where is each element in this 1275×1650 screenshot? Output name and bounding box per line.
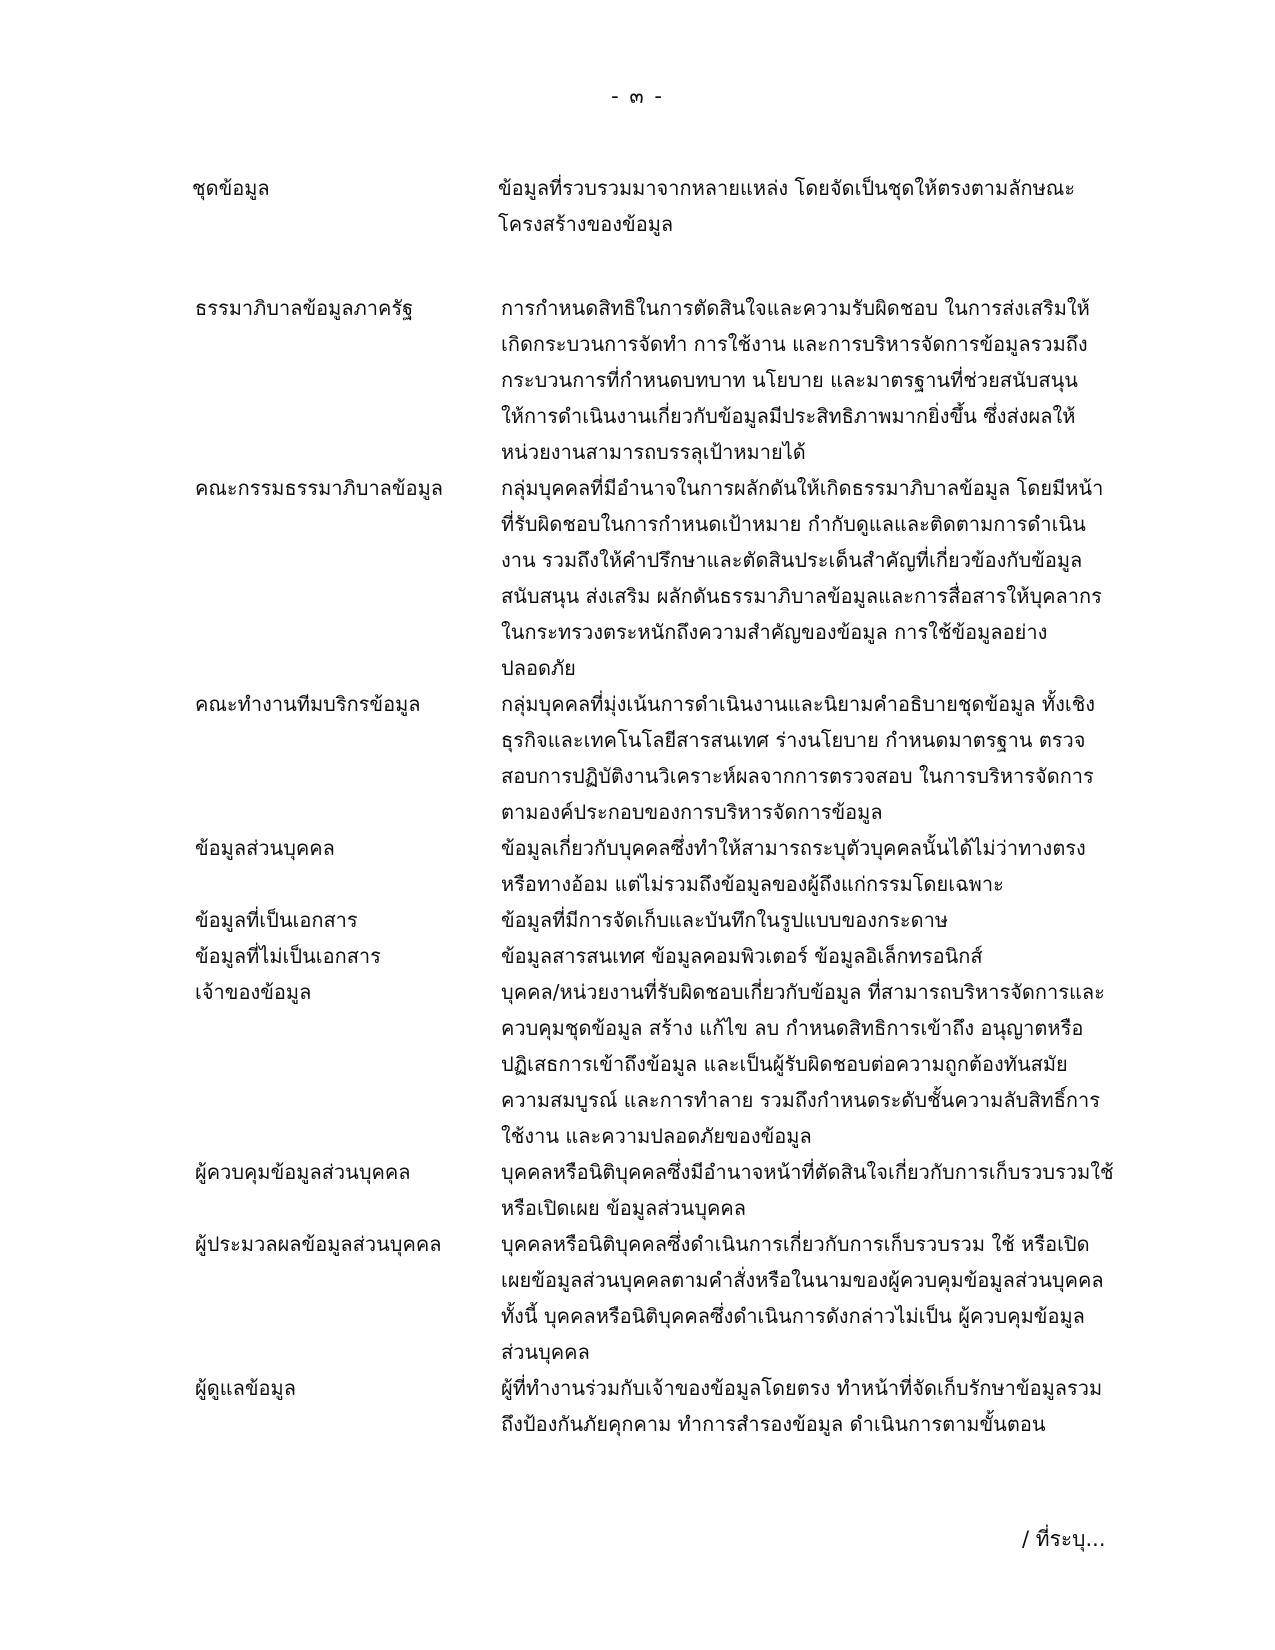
- glossary-term: ผู้ควบคุมข้อมูลส่วนบุคคล: [195, 1160, 411, 1184]
- glossary-term: ข้อมูลส่วนบุคคล: [195, 836, 335, 860]
- glossary-entry: [195, 1154, 1115, 1226]
- glossary-definition: ผู้ที่ทำงานร่วมกับเจ้าของข้อมูลโดยตรง ทำหน้าที่จัดเก็บรักษาข้อมูลรวมถึงป้องกันภัยคุกคาม ทำการสำรองข้อมูล ดำเนินการตามขั้นตอน: [501, 1376, 1103, 1436]
- glossary-entry: [195, 686, 1115, 830]
- footer-continuation: / ที่ระบุ...: [1022, 1527, 1106, 1551]
- glossary-term: คณะกรรมธรรมาภิบาลข้อมูล: [195, 476, 444, 500]
- glossary-definition: กลุ่มบุคคลที่มีอำนาจในการผลักดันให้เกิดธรรมาภิบาลข้อมูล โดยมีหน้าที่รับผิดชอบในการกำหนดเป้าหมาย กำกับดูแลและติดตามการดำเนินงาน รวมถึงให้คำปรึกษาและตัดสินประเด็นสำคัญที่เกี่ยวข้องกับข้อมูล สนับสนุน ส่งเสริม ผลักดันธรรมาภิบาลข้อมูลและการสื่อสารให้บุคลากรในกระทรวงตระหนักถึงความสำคัญของข้อมูล การใช้ข้อมูลอย่างปลอดภัย: [501, 476, 1104, 680]
- glossary-definition: บุคคลหรือนิติบุคคลซึ่งดำเนินการเกี่ยวกับการเก็บรวบรวม ใช้ หรือเปิดเผยข้อมูลส่วนบุคคลตามคำสั่งหรือในนามของผู้ควบคุมข้อมูลส่วนบุคคล ทั้งนี้ บุคคลหรือนิติบุคคลซึ่งดำเนินการดังกล่าวไม่เป็น ผู้ควบคุมข้อมูลส่วนบุคคล: [501, 1232, 1104, 1364]
- glossary-definition: ข้อมูลที่มีการจัดเก็บและบันทึกในรูปแบบของกระดาษ: [501, 908, 949, 932]
- glossary-entry: [195, 902, 1115, 938]
- glossary-entry: [192, 170, 1115, 242]
- glossary-entry: [195, 1226, 1115, 1370]
- glossary-entry: [195, 974, 1115, 1154]
- glossary-term: ผู้ประมวลผลข้อมูลส่วนบุคคล: [195, 1232, 442, 1256]
- glossary-term: ข้อมูลที่เป็นเอกสาร: [195, 908, 358, 932]
- glossary-definition: กลุ่มบุคคลที่มุ่งเน้นการดำเนินงานและนิยามคำอธิบายชุดข้อมูล ทั้งเชิงธุรกิจและเทคโนโลยีสารสนเทศ ร่างนโยบาย กำหนดมาตรฐาน ตรวจสอบการปฏิบัติงานวิเคราะห์ผลจากการตรวจสอบ ในการบริหารจัดการตามองค์ประกอบของการบริหารจัดการข้อมูล: [501, 692, 1096, 824]
- glossary-term: ผู้ดูแลข้อมูล: [195, 1376, 296, 1400]
- glossary-term: เจ้าของข้อมูล: [195, 980, 312, 1004]
- glossary-entry: [195, 1370, 1115, 1442]
- glossary-term: ธรรมาภิบาลข้อมูลภาครัฐ: [195, 296, 414, 320]
- glossary-entry: [195, 470, 1115, 686]
- glossary-entry: [195, 938, 1115, 974]
- glossary-definition: ข้อมูลเกี่ยวกับบุคคลซึ่งทำให้สามารถระบุตัวบุคคลนั้นได้ไม่ว่าทางตรงหรือทางอ้อม แต่ไม่รวมถึงข้อมูลของผู้ถึงแก่กรรมโดยเฉพาะ: [501, 836, 1086, 896]
- glossary-entry: [195, 830, 1115, 902]
- glossary-term: คณะทำงานทีมบริกรข้อมูล: [195, 692, 421, 716]
- glossary-term: ชุดข้อมูล: [192, 176, 270, 200]
- glossary-definition: ข้อมูลสารสนเทศ ข้อมูลคอมพิวเตอร์ ข้อมูลอิเล็กทรอนิกส์: [501, 944, 983, 968]
- page-number: - ๓ -: [611, 84, 664, 108]
- glossary-definition: บุคคล/หน่วยงานที่รับผิดชอบเกี่ยวกับข้อมูล ที่สามารถบริหารจัดการและควบคุมชุดข้อมูล สร้าง แก้ไข ลบ กำหนดสิทธิการเข้าถึง อนุญาตหรือปฏิเสธการเข้าถึงข้อมูล และเป็นผู้รับผิดชอบต่อความถูกต้องทันสมัย ความสมบูรณ์ และการทำลาย รวมถึงกำหนดระดับชั้นความลับสิทธิ์การใช้งาน และความปลอดภัยของข้อมูล: [501, 980, 1105, 1148]
- glossary-term: ข้อมูลที่ไม่เป็นเอกสาร: [195, 944, 381, 968]
- glossary-definition: บุคคลหรือนิติบุคคลซึ่งมีอำนาจหน้าที่ตัดสินใจเกี่ยวกับการเก็บรวบรวมใช้ หรือเปิดเผย ข้อมูลส่วนบุคคล: [501, 1160, 1114, 1220]
- glossary: [192, 170, 1115, 1442]
- glossary-definition: ข้อมูลที่รวบรวมมาจากหลายแหล่ง โดยจัดเป็นชุดให้ตรงตามลักษณะโครงสร้างของข้อมูล: [498, 176, 1076, 236]
- glossary-definition: การกำหนดสิทธิในการตัดสินใจและความรับผิดชอบ ในการส่งเสริมให้เกิดกระบวนการจัดทำ การใช้งาน และการบริหารจัดการข้อมูลรวมถึงกระบวนการที่กำหนดบทบาท นโยบาย และมาตรฐานที่ช่วยสนับสนุนให้การดำเนินงานเกี่ยวกับข้อมูลมีประสิทธิภาพมากยิ่งขึ้น ซึ่งส่งผลให้หน่วยงานสามารถบรรลุเป้าหมายได้: [501, 296, 1090, 464]
- glossary-entry: [195, 290, 1115, 470]
